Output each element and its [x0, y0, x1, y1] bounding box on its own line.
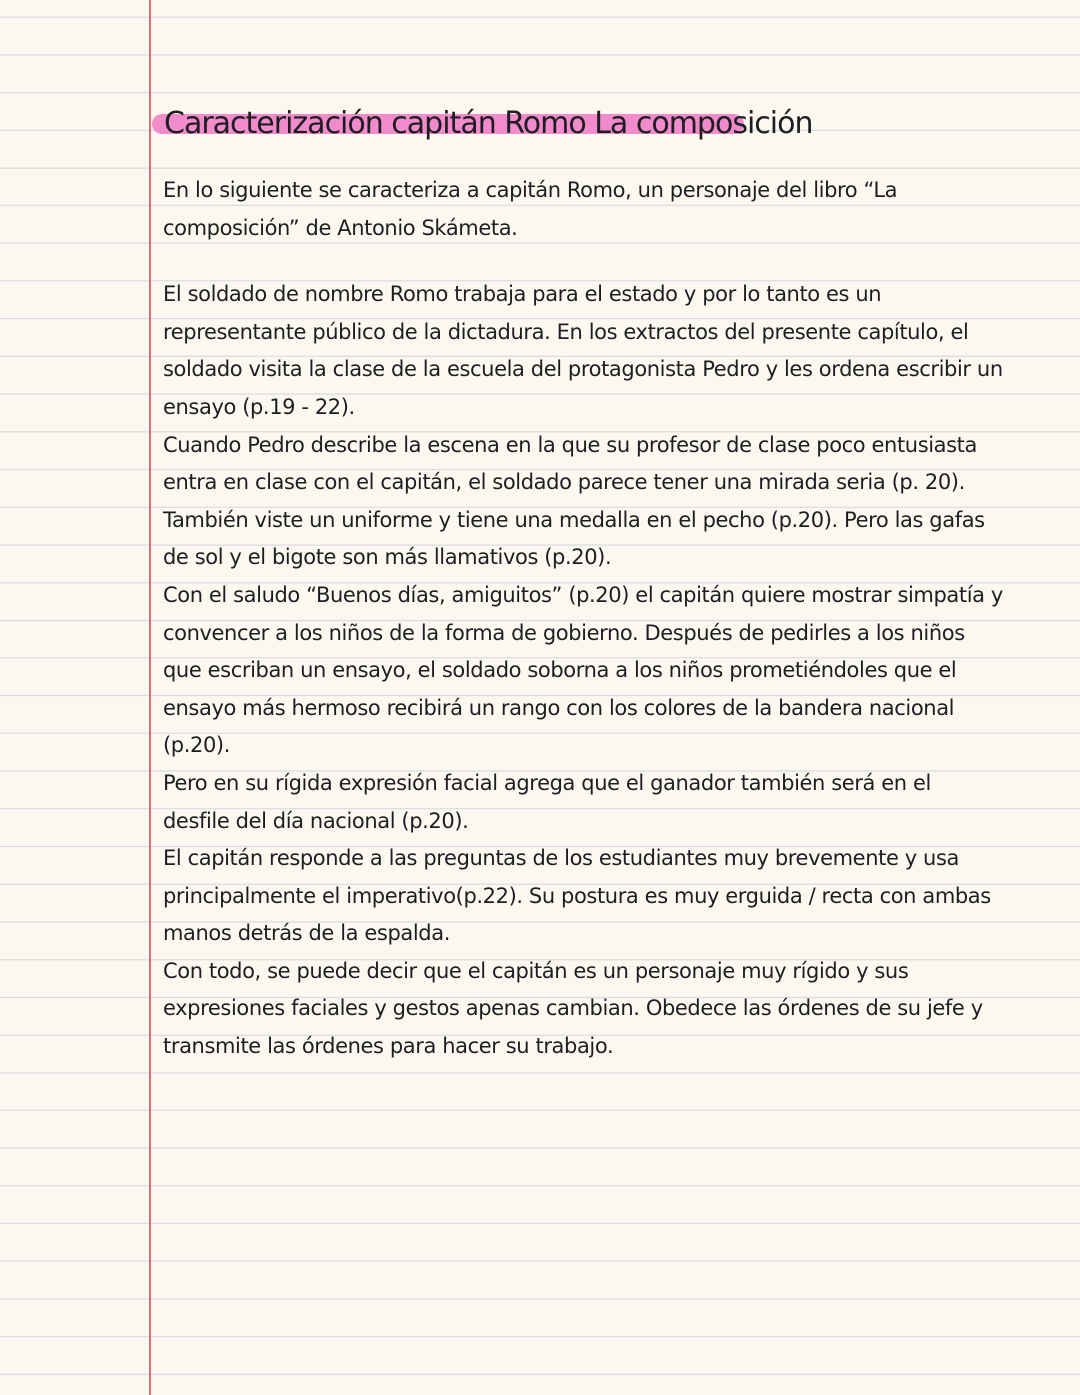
margin-line [149, 0, 151, 1395]
paragraph: Con el saludo “Buenos días, amiguitos” (p.20) el capitán quiere mostrar simpatía y convencer a los niños de la forma de gobierno. Después de pedirles a los niños que escriban un ensayo, el soldado soborna a los niños prometiéndoles que el ensayo más hermoso recibirá un rango con los colores de la bandera nacional (p.20). [163, 582, 1003, 758]
paragraph: El capitán responde a las preguntas de los estudiantes muy brevemente y usa principalmente el imperativo(p.22). Su postura es muy erguida / recta con ambas manos detrás de la espalda. [163, 846, 991, 946]
paragraph-intro: En lo siguiente se caracteriza a capitán Romo, un personaje del libro “La composición” de Antonio Skámeta. [163, 178, 898, 240]
document-body [163, 172, 1003, 1066]
page-title: Caracterización capitán Romo La composición [164, 106, 813, 141]
paragraph: Pero en su rígida expresión facial agrega que el ganador también será en el desfile del día nacional (p.20). [163, 770, 931, 833]
paragraph: Cuando Pedro describe la escena en la que su profesor de clase poco entusiasta entra en clase con el capitán, el soldado parece tener una mirada seria (p. 20). También viste un uniforme y tiene una medalla en el pecho (p.20). Pero las gafas de sol y el bigote son más llamativos (p.20). [163, 432, 985, 570]
paragraph: Con todo, se puede decir que el capitán es un personaje muy rígido y sus expresiones faciales y gestos apenas cambian. Obedece las órdenes de su jefe y transmite las órdenes para hacer su trabajo. [163, 958, 983, 1059]
paragraph: El soldado de nombre Romo trabaja para el estado y por lo tanto es un representante público de la dictadura. En los extractos del presente capítulo, el soldado visita la clase de la escuela del protagonista Pedro y les ordena escribir un ensayo (p.19 - 22). [163, 282, 1003, 419]
title-block [152, 104, 812, 144]
